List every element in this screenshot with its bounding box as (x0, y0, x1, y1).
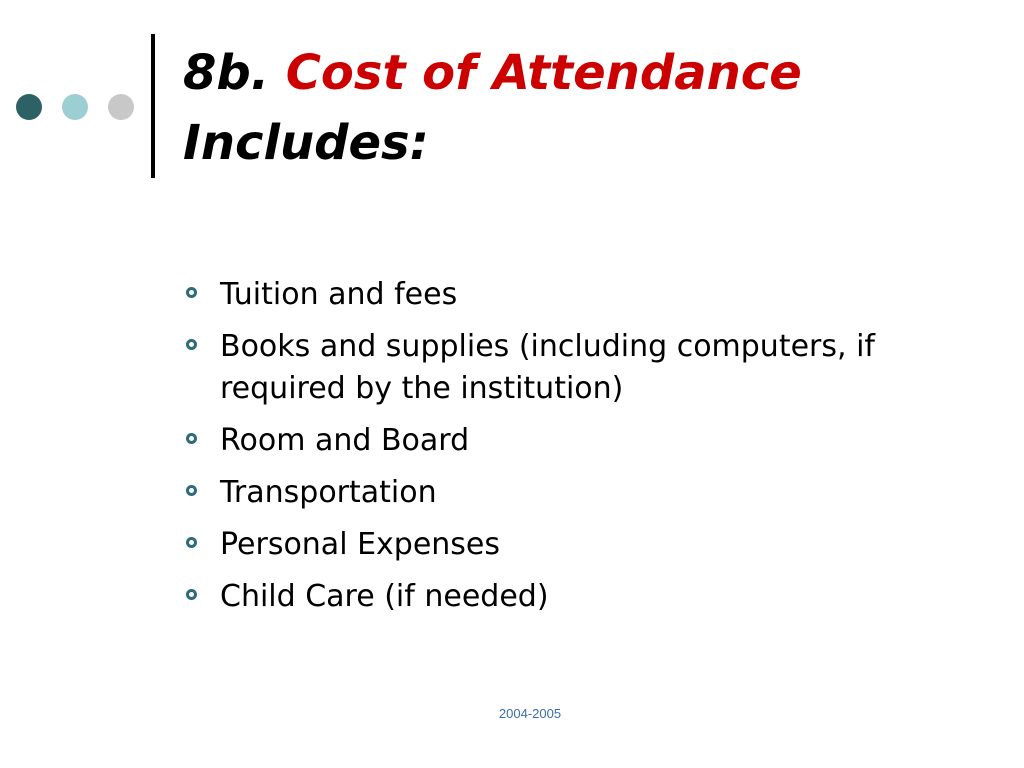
circle-outline-bullet-icon (186, 339, 197, 350)
title-suffix: Includes: (183, 115, 429, 171)
list-item-text: Books and supplies (including computers, if required by the institution) (220, 329, 875, 406)
list-item-text: Transportation (220, 475, 437, 510)
list-item (184, 420, 944, 462)
decorative-dots (16, 93, 134, 121)
title-highlight: Cost of Attendance (285, 45, 802, 101)
list-item (184, 576, 944, 618)
list-item-text: Room and Board (220, 423, 470, 458)
dot-gray-icon (108, 94, 134, 120)
title-prefix: 8b. (183, 45, 286, 101)
list-item (184, 326, 944, 410)
circle-outline-bullet-icon (186, 589, 197, 600)
list-item-text: Personal Expenses (220, 527, 501, 562)
list-item-text: Child Care (if needed) (220, 579, 549, 614)
dot-teal-icon (62, 94, 88, 120)
list-item-text: Tuition and fees (220, 277, 458, 312)
circle-outline-bullet-icon (186, 433, 197, 444)
circle-outline-bullet-icon (186, 287, 197, 298)
list-item (184, 524, 944, 566)
list-item (184, 472, 944, 514)
title-divider-line (151, 34, 155, 178)
dot-dark-icon (16, 94, 42, 120)
slide-footer: 2004-2005 (498, 706, 562, 721)
bullet-list (184, 274, 944, 628)
circle-outline-bullet-icon (186, 537, 197, 548)
circle-outline-bullet-icon (186, 485, 197, 496)
slide-title (183, 38, 983, 178)
list-item (184, 274, 944, 316)
